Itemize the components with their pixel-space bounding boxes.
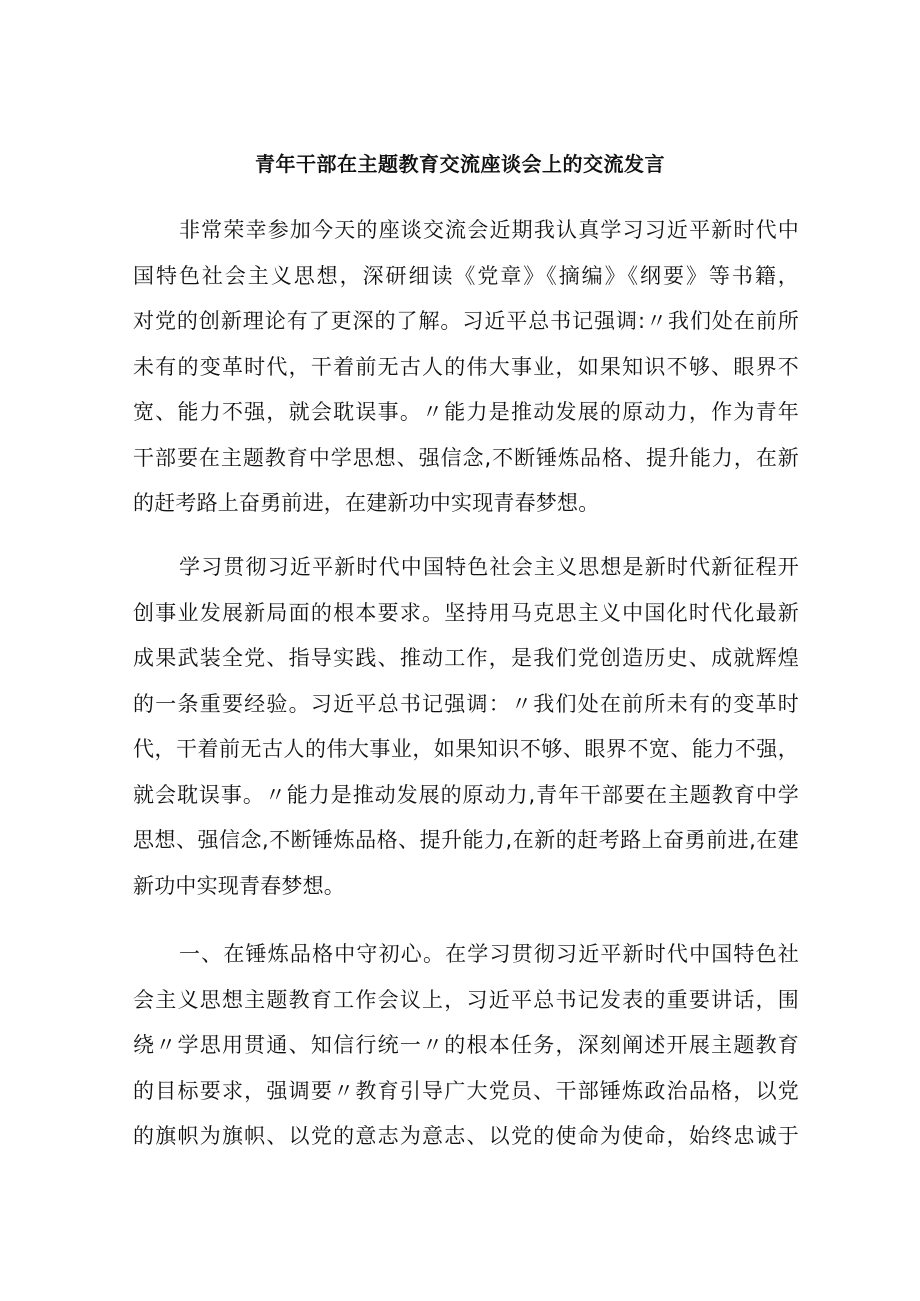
text-line: 新功中实现青春梦想。: [133, 873, 345, 898]
text-line: 的一条重要经验。习近平总书记强调：〃我们处在前所未有的变革时: [133, 691, 799, 716]
text-line: 创事业发展新局面的根本要求。坚持用马克思主义中国化时代化最新: [133, 600, 799, 625]
text-line: 成果武装全党、指导实践、推动工作，是我们党创造历史、成就辉煌: [133, 646, 799, 670]
paragraph-3: [133, 932, 799, 1160]
text-line: 未有的变革时代，干着前无古人的伟大事业，如果知识不够、眼界不: [133, 354, 799, 379]
text-line: 的赶考路上奋勇前进，在建新功中实现青春梦想。: [133, 491, 600, 515]
text-line: 对党的创新理论有了更深的了解。习近平总书记强调:〃我们处在前所: [133, 309, 799, 333]
text-line: 代，干着前无古人的伟大事业，如果知识不够、眼界不宽、能力不强，: [133, 737, 799, 761]
text-line: 宽、能力不强，就会耽误事。〃能力是推动发展的原动力，作为青年: [133, 400, 799, 424]
text-line: 干部要在主题教育中学思想、强信念,不断锤炼品格、提升能力，在新: [133, 445, 799, 470]
text-line: 学习贯彻习近平新时代中国特色社会主义思想是新时代新征程开: [179, 555, 799, 579]
text-line: 绕〃学思用贯通、知信行统一〃的根本任务，深刻阐述开展主题教育: [133, 1033, 799, 1057]
text-line: 思想、强信念,不断锤炼品格、提升能力,在新的赶考路上奋勇前进,在建: [133, 828, 799, 852]
paragraph-1: [133, 208, 799, 527]
text-line: 的目标要求，强调要〃教育引导广大党员、干部锤炼政治品格，以党: [133, 1078, 799, 1103]
text-line: 一、在锤炼品格中守初心。在学习贯彻习近平新时代中国特色社: [179, 942, 799, 966]
text-line: 非常荣幸参加今天的座谈交流会近期我认真学习习近平新时代中: [179, 218, 799, 242]
text-line: 会主义思想主题教育工作会议上，习近平总书记发表的重要讲话，围: [133, 987, 799, 1012]
text-line: 就会耽误事。〃能力是推动发展的原动力,青年干部要在主题教育中学: [133, 782, 799, 807]
text-line: 的旗帜为旗帜、以党的意志为意志、以党的使命为使命，始终忠诚于: [133, 1124, 799, 1148]
paragraph-2: [133, 545, 799, 909]
document-title: 青年干部在主题教育交流座谈会上的交流发言: [255, 152, 665, 176]
text-line: 国特色社会主义思想，深研细读《党章》《摘编》《纲要》等书籍，: [133, 263, 799, 288]
